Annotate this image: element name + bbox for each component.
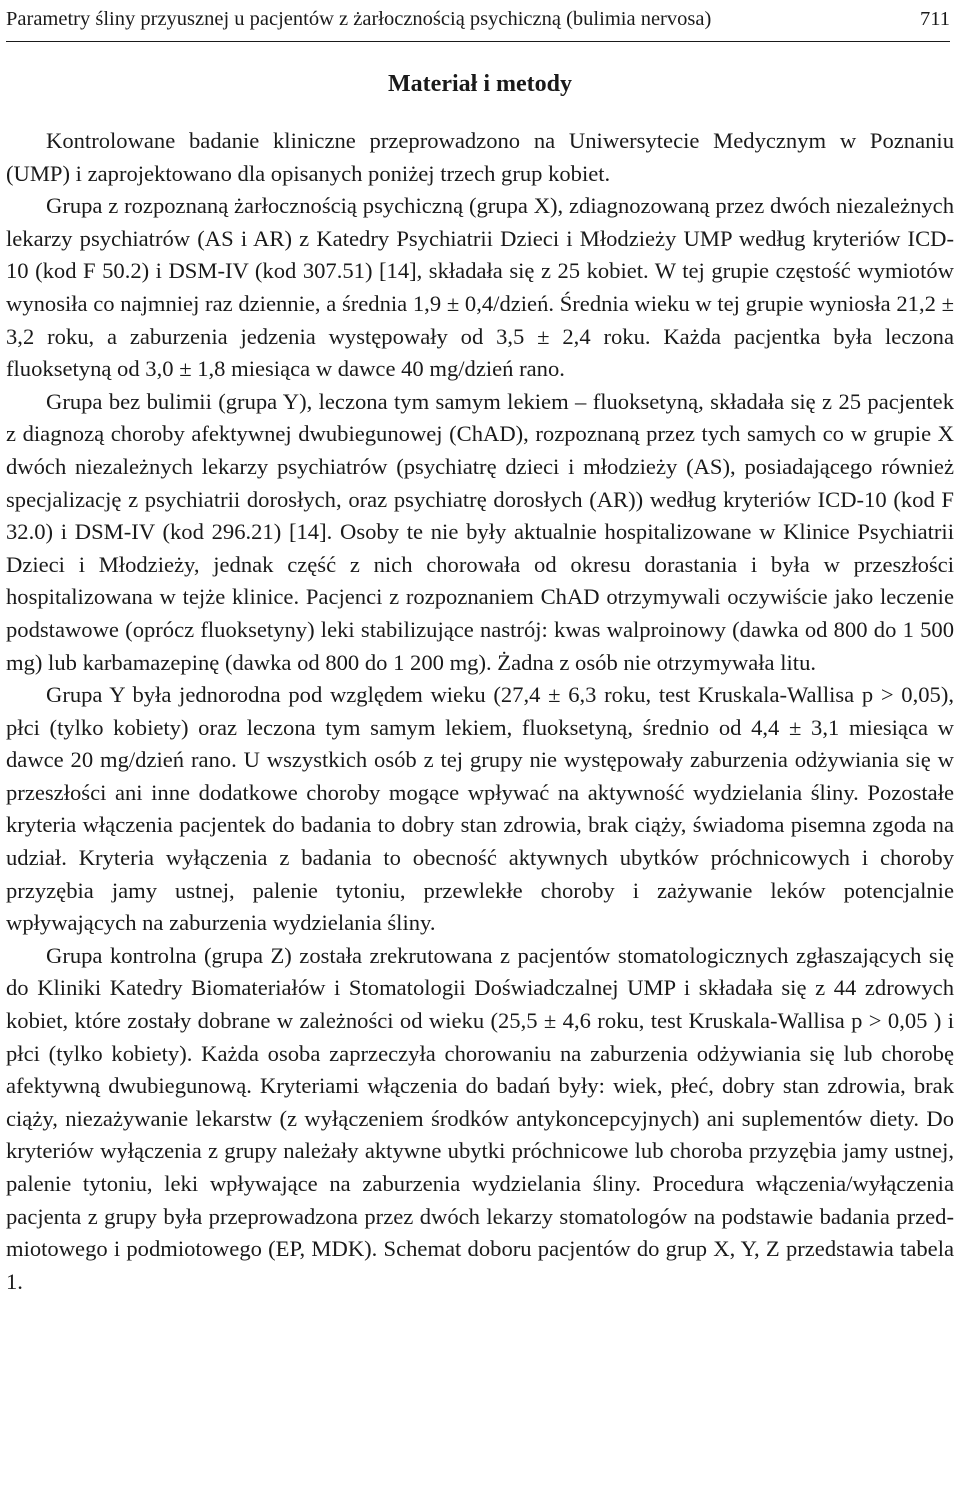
running-header [6, 2, 950, 36]
paragraph-group-y: Grupa bez bulimii (grupa Y), leczona tym samym lekiem – fluoksetyną, składała się z 25 pacjentek z diagnozą choroby afektywnej dwubiegunowej (ChAD), rozpoznaną przez tych samych co w grupie X dwóch niezależnych lekarzy psychiatrów (psychiatrę dzieci i młodzieży (AS), posiadającego również specjalizację z psychiatrii dorosłych, oraz psychiatrę dorosłych (AR)) według kryteriów ICD-10 (kod F 32.0) i DSM-IV (kod 296.21) [14]. Osoby te nie były aktualnie hospitalizowane w Klinice Psychiatrii Dzieci i Młodzieży, jednak część z nich chorowała od okresu dorastania i była w przeszłości hospitalizowana w tejże klinice. Pacjenci z rozpoznaniem ChAD otrzymywali oczywiście jako leczenie podstawowe (oprócz fluoksetyny) leki stabilizujące nastrój: kwas walproinowy (dawka od 800 do 1 500 mg) lub karbamazepinę (dawka od 800 do 1 200 mg). Żadna z osób nie otrzymywała litu. [6, 388, 954, 675]
body-text [6, 125, 954, 1298]
section-title: Materiał i metody [388, 71, 572, 97]
paragraph-intro: Kontrolowane badanie kliniczne przeprowadzono na Uniwersytecie Medycznym w Poznaniu (UMP) i zaprojektowano dla opisanych poniżej trzech grup kobiet. [6, 128, 954, 186]
paragraph-group-x: Grupa z rozpoznaną żarłocznością psychiczną (grupa X), zdiagnozowaną przez dwóch niezależnych lekarzy psychiatrów (AS i AR) z Katedry Psychiatrii Dzieci i Młodzieży UMP według kryteriów ICD-10 (kod F 50.2) i DSM-IV (kod 307.51) [14], składała się z 25 kobiet. W tej grupie częstość wymiotów wynosiła co najmniej raz dziennie, a średnia 1,9 ± 0,4/dzień. Średnia wieku w tej grupie wyniosła 21,2 ± 3,2 roku, a zaburzenia jedzenia występowały od 3,5 ± 2,4 roku. Każda pacjentka była leczona fluoksetyną od 3,0 ± 1,8 miesiąca w dawce 40 mg/dzień rano. [6, 193, 954, 382]
paragraph-group-y-criteria: Grupa Y była jednorodna pod względem wieku (27,4 ± 6,3 roku, test Kruskala-Wallisa p > 0,05), płci (tylko kobiety) oraz leczona tym samym lekiem, fluoksetyną, średnio od 4,4 ± 3,1 miesiąca w dawce 20 mg/dzień rano. U wszystkich osób z tej grupy nie występowały zaburzenia odżywiania się w przeszłości ani inne dodatkowe choroby mogące wpływać na aktywność wydzielania śliny. Pozostałe kryteria włączenia pacjentek do badania to dobry stan zdrowia, brak ciąży, świadoma pisemna zgoda na udział. Kryteria wyłączenia z badania to obecność aktywnych ubytków próchnicowych i choroby przyzębia jamy ustnej, palenie tytoniu, przewlekłe choroby i zażywanie leków potencjalnie wpływających na zaburzenia wydzielania śliny. [6, 682, 954, 936]
page-number: 711 [920, 8, 950, 30]
header-rule [6, 41, 950, 42]
paragraph-group-z: Grupa kontrolna (grupa Z) została zrekrutowana z pacjentów stomatologicznych zgłaszających się do Kliniki Katedry Biomateriałów i Stomatologii Doświadczalnej UMP i składała się z 44 zdrowych kobiet, które zostały dobrane w zależności od wieku (25,5 ± 4,6 roku, test Kruskala-Wallisa p > 0,05 ) i płci (tylko kobiety). Każda osoba zaprzeczyła chorowaniu na zaburzenia odżywiania się lub chorobę afektywną dwubiegunową. Kryteriami włączenia do badań były: wiek, płeć, dobry stan zdrowia, brak ciąży, niezażywanie lekarstw (z wyłączeniem środków antykoncepcyjnych) ani suplementów diety. Do kryteriów wyłączenia z grupy należały aktywne ubytki próchnicowe lub choroba przyzębia jamy ustnej, palenie tytoniu, leki wpływające na zaburzenia wydzielania śliny. Procedura włączenia/wyłączenia pacjenta z grupy była przeprowadzona przez dwóch lekarzy stomatologów na podstawie badania przedmiotowego i podmiotowego (EP, MDK). Schemat doboru pacjentów do grup X, Y, Z przedstawia tabela 1. [6, 942, 954, 1294]
running-title: Parametry śliny przyusznej u pacjentów z żarłocznością psychiczną (bulimia nervosa) [6, 8, 712, 30]
